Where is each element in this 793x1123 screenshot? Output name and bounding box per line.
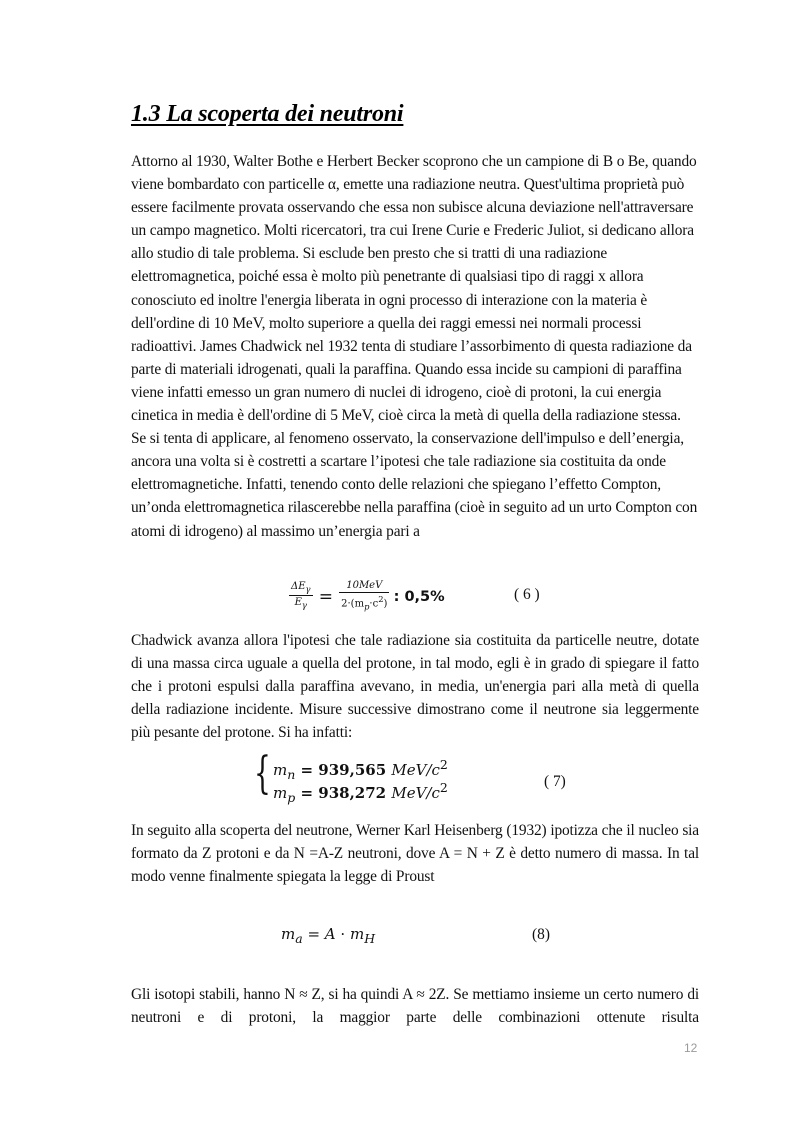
- eq7-line1-unit: MeV/c: [391, 761, 440, 779]
- equation-6-number: ( 6 ): [514, 586, 540, 603]
- eq7-line1-sup: 2: [439, 757, 448, 772]
- fraction-delta-e-over-e: [289, 581, 313, 612]
- eq8-var: m: [281, 925, 296, 943]
- paragraph-heisenberg: In seguito alla scoperta del neutrone, Werner Karl Heisenberg (1932) ipotizza che il nucleo sia formato da Z protoni e da N =A-Z neutroni, dove A = N + Z è detto numero di massa. In tal modo venne finalmente spiegata la legge di Proust: [131, 822, 699, 886]
- eq6-rhs-den-suffix: ·c: [369, 598, 379, 610]
- page-number: 12: [684, 1041, 698, 1055]
- eq6-approx-value: : 0,5%: [393, 588, 445, 605]
- eq7-line2-sub: p: [287, 790, 296, 805]
- eq7-line2-unit: MeV/c: [391, 784, 440, 802]
- equation-7-line-1: [273, 757, 448, 782]
- paragraph-bothe-becker-chadwick: Attorno al 1930, Walter Bothe e Herbert Becker scoprono che un campione di B o Be, quando viene bombardato con particelle α, emette una radiazione neutra. Quest'ultima proprietà può essere facilmente provata osservando che essa non subisce alcuna deviazione nell'attraversare un campo magnetico. Molti ricercatori, tra cui Irene Curie e Frederic Juliot, si dedicano allora allo studio di tale problema. Si esclude ben presto che si tratti di una radiazione elettromagnetica, poiché essa è molto più penetrante di qualsiasi tipo di raggi x allora conosciuto ed inoltre l'energia liberata in ogni processo di interazione con la materia è dell'ordine di 10 MeV, molto superiore a quella dei raggi emessi nei normali processi radioattivi. James Chadwick nel 1932 tenta di studiare l’assorbimento di questa radiazione da parte di materiali idrogenati, quali la paraffina. Quando essa incide su campioni di paraffina viene infatti emesso un gran numero di nuclei di idrogeno, cioè di protoni, la cui energia cinetica in media è dell'ordine di 5 MeV, cioè circa la metà di quella della radiazione stessa. Se si tenta di applicare, al fenomeno osservato, la conservazione dell'impulso e dell’energia, ancora una volta si è costretti a scartare l’ipotesi che tale radiazione sia costituita da onde elettromagnetiche. Infatti, tenendo conto delle relazioni che spiegano l’effetto Compton, un’onda elettromagnetica rilascerebbe nella paraffina (cioè in seguito ad un urto Compton con atomi di idrogeno) al massimo un’energia pari a: [131, 153, 698, 540]
- eq7-line2-var: m: [273, 784, 288, 802]
- eq8-rhs-a: A: [324, 925, 336, 943]
- equation-8: [281, 925, 375, 946]
- eq6-lhs-num: ΔE: [291, 581, 306, 593]
- eq6-lhs-num-sub: γ: [305, 584, 311, 595]
- eq8-var-sub: a: [295, 931, 303, 946]
- eq7-line1-value: = 939,565: [295, 761, 392, 779]
- eq6-rhs-den-close: ): [383, 598, 388, 610]
- eq7-line2-sup: 2: [439, 780, 448, 795]
- eq7-line1-var: m: [273, 761, 288, 779]
- eq8-rhs-sub: H: [364, 931, 376, 946]
- eq6-rhs-den-prefix: 2·(m: [341, 598, 365, 610]
- eq6-rhs-den-sub: p: [364, 601, 370, 612]
- eq8-dot: ·: [335, 925, 350, 943]
- system-brace: {: [254, 748, 271, 799]
- equation-7-number: ( 7): [544, 773, 566, 790]
- paragraph-chadwick-hypothesis: Chadwick avanza allora l'ipotesi che tale radiazione sia costituita da particelle neutre, dotate di una massa circa uguale a quella del protone, in tal modo, egli è in grado di spiegare il fatto che i protoni espulsi dalla paraffina avevano, in media, un'energia pari alla metà di quella della radiazione incidente. Misure successive dimostrano come il neutrone sia leggermente più pesante del protone. Si ha infatti:: [131, 632, 699, 742]
- eq6-rhs-num: 10MeV: [339, 580, 389, 593]
- eq6-rhs-den-sup: 2: [378, 594, 384, 604]
- eq8-rhs-m: m: [349, 925, 365, 943]
- equation-8-number: (8): [532, 926, 550, 943]
- eq8-equals: =: [302, 925, 325, 943]
- eq7-line2-value: = 938,272: [295, 784, 392, 802]
- equation-6: [289, 580, 445, 613]
- section-heading: 1.3 La scoperta dei neutroni: [131, 101, 404, 127]
- eq7-line1-sub: n: [287, 767, 296, 782]
- fraction-energy-ratio: [339, 580, 389, 613]
- paragraph-isotopes: Gli isotopi stabili, hanno N ≈ Z, si ha quindi A ≈ 2Z. Se mettiamo insieme un certo numero di neutroni e di protoni, la maggior parte delle combinazioni ottenute risulta: [131, 986, 699, 1027]
- eq6-lhs-den-sub: γ: [301, 600, 307, 611]
- eq6-equals: =: [318, 586, 333, 607]
- equation-7-line-2: [273, 780, 448, 805]
- eq6-lhs-den: E: [294, 597, 302, 609]
